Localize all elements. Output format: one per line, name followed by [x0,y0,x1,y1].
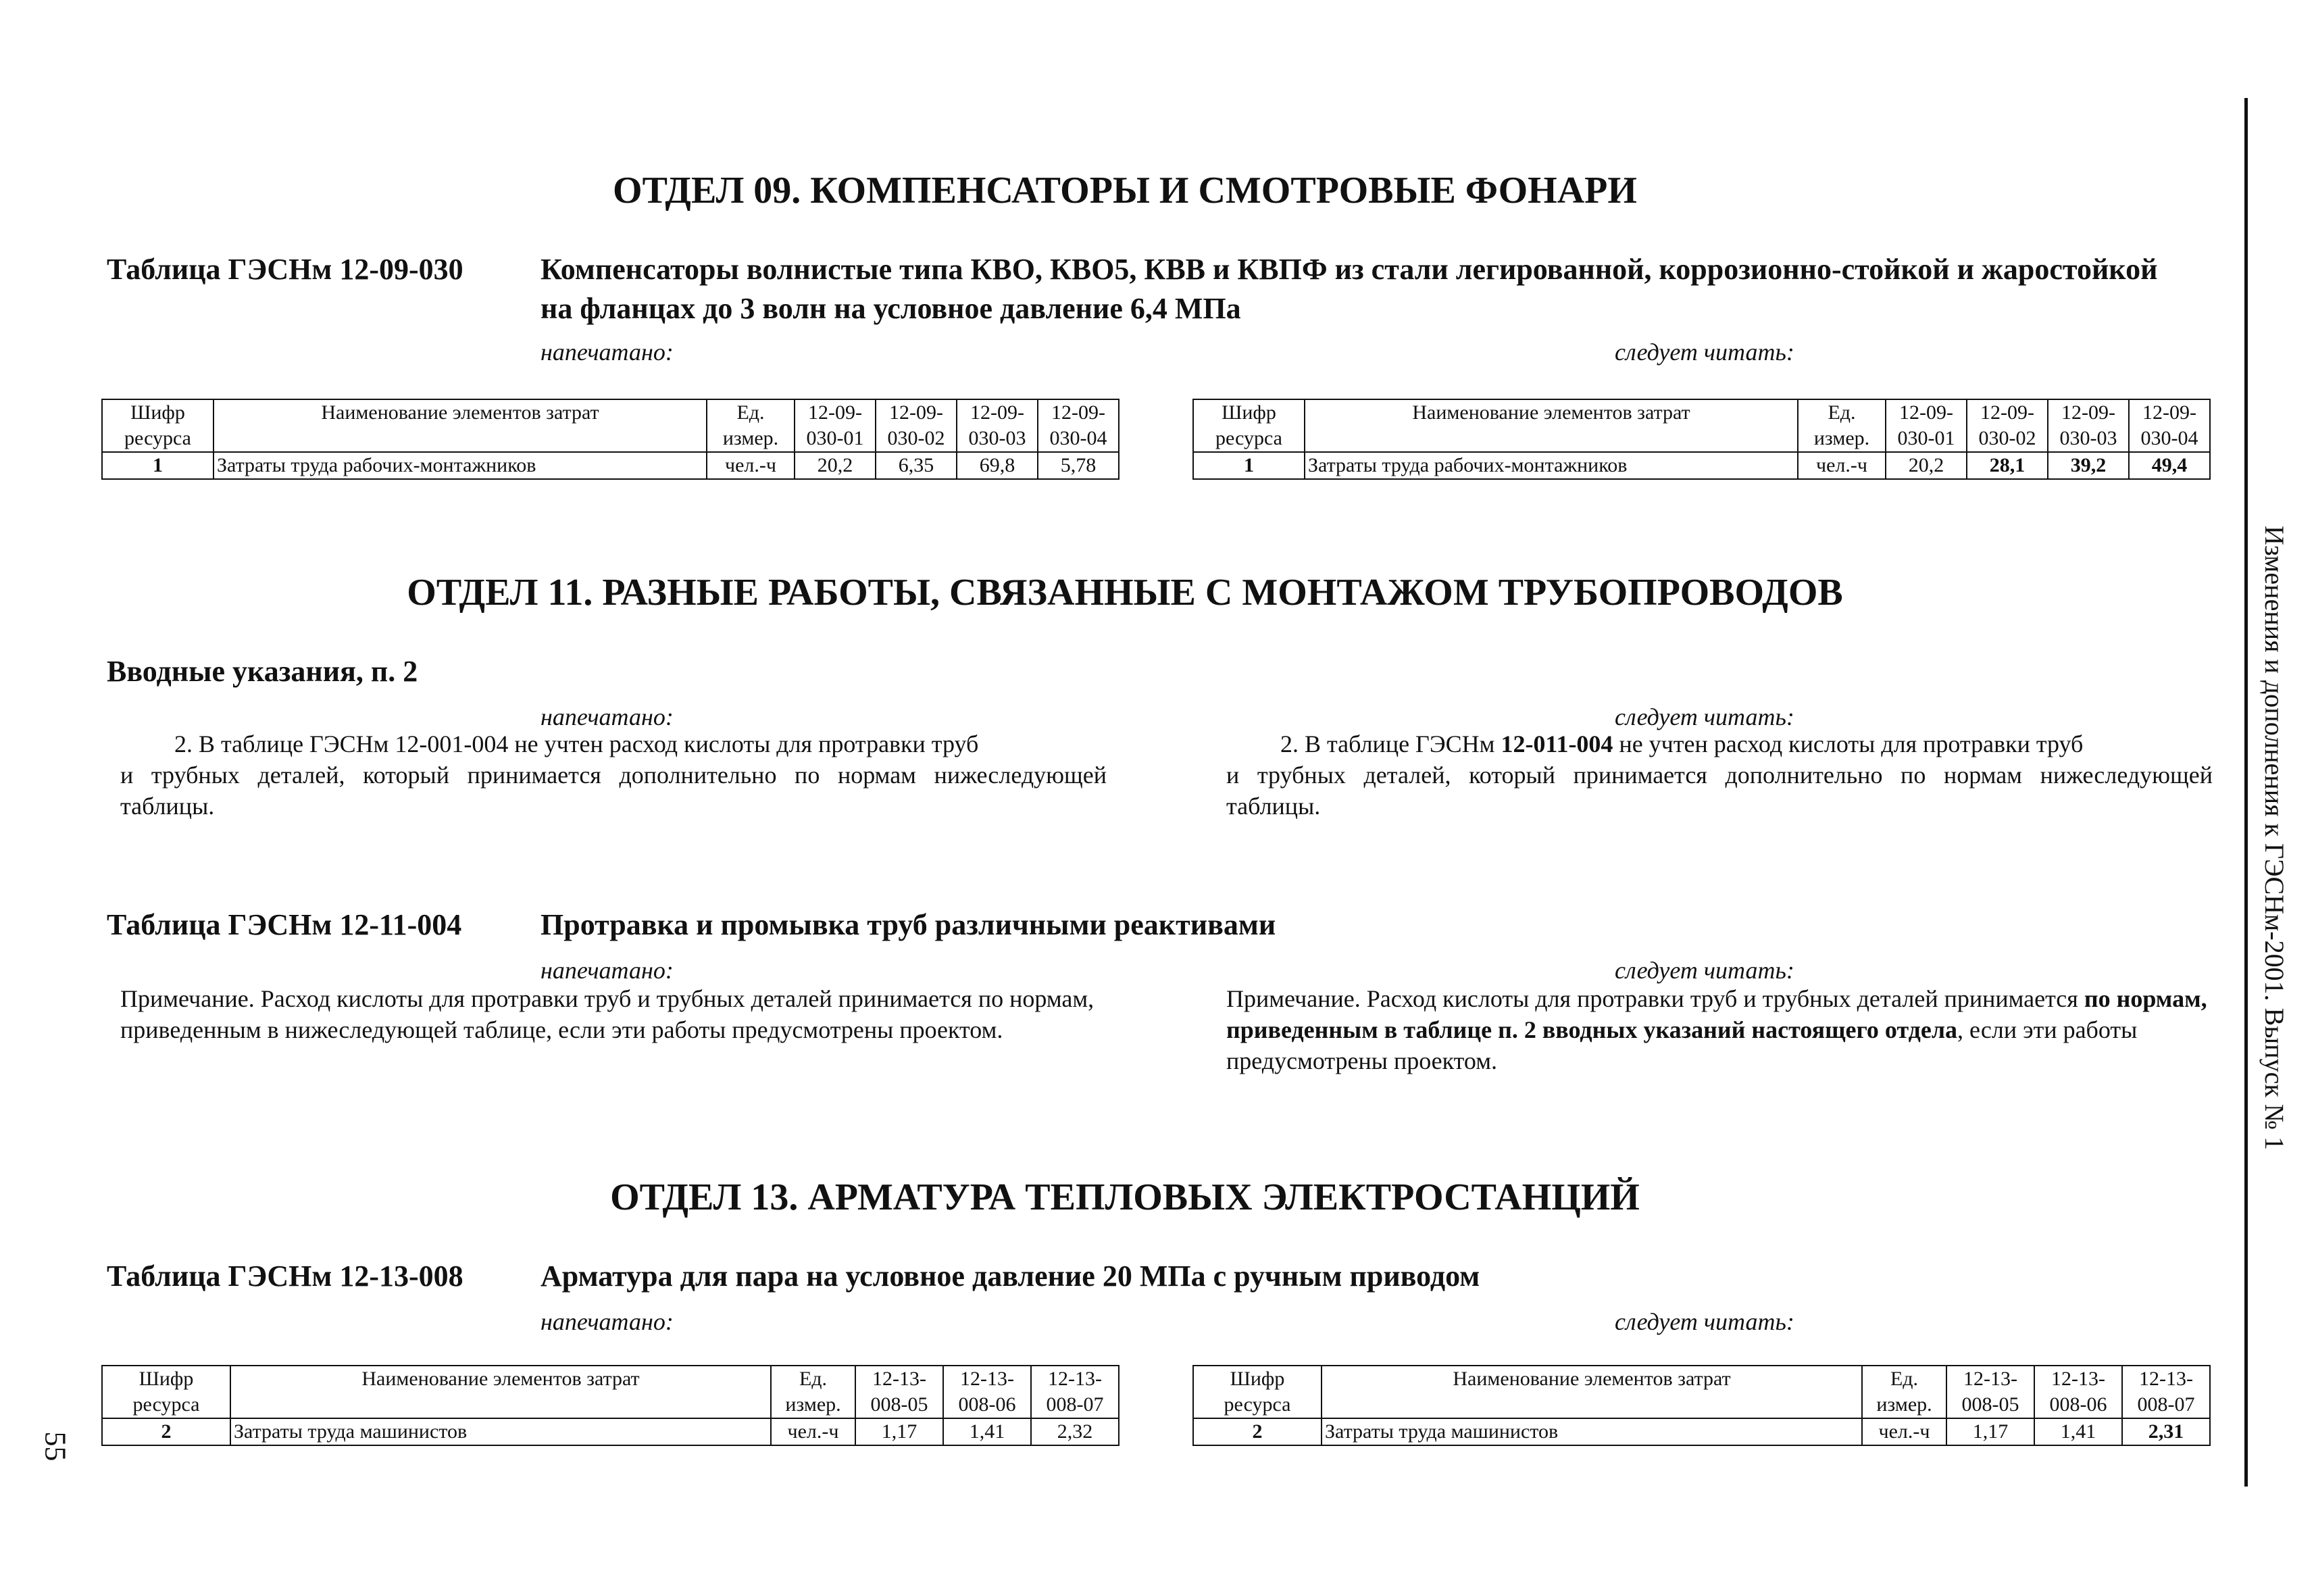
cell-unit: чел.-ч [707,452,795,479]
cell-unit: чел.-ч [1798,452,1886,479]
cell-name: Затраты труда рабочих-монтажников [213,452,707,479]
cell-code: 2 [1193,1418,1322,1445]
table-12-13-008-title: Арматура для пара на условное давление 20 МПа с ручным приводом [540,1260,1480,1293]
header-code: ресурса [102,426,213,452]
header-col: 12-13- [1946,1366,2034,1392]
should-read-label: следует читать: [1615,1308,1794,1335]
cell-value: 1,41 [943,1418,1031,1445]
header-col: 12-09- [795,399,876,426]
header-col: 12-13- [2034,1366,2122,1392]
cell-value-corrected: 49,4 [2129,452,2210,479]
cell-code: 1 [102,452,213,479]
cell-code: 1 [1193,452,1305,479]
table-header-row [1193,426,2210,452]
running-title: Изменения и дополнения к ГЭСНм-2001. Выпуск № 1 [2259,525,2290,1150]
table-13-printed [101,1365,1120,1446]
header-col: 12-13- [1031,1366,1119,1392]
table-header-row [102,399,1119,426]
table-header-row [102,1392,1119,1418]
cell-unit: чел.-ч [1862,1418,1946,1445]
header-unit: измер. [771,1392,855,1418]
table-header-row [102,1366,1119,1392]
cell-value: 5,78 [1038,452,1119,479]
header-col: 030-03 [2048,426,2129,452]
header-name-blank [213,426,707,452]
header-code: Шифр [102,399,213,426]
printed-label: напечатано: [540,339,674,366]
table-09-printed [101,399,1120,480]
header-col: 12-09- [1038,399,1119,426]
header-col: 030-02 [876,426,957,452]
table-13-correct [1192,1365,2211,1446]
cell-name: Затраты труда рабочих-монтажников [1305,452,1798,479]
header-unit: Ед. [1798,399,1886,426]
header-col: 12-13- [2122,1366,2210,1392]
header-unit: измер. [1862,1392,1946,1418]
header-code: Шифр [1193,399,1305,426]
header-col: 030-04 [1038,426,1119,452]
table-row [102,452,1119,479]
cell-value: 20,2 [795,452,876,479]
header-col: 030-03 [957,426,1038,452]
header-code: Шифр [1193,1366,1322,1392]
table-row [1193,452,2210,479]
table-12-11-004-label: Таблица ГЭСНм 12-11-004 [107,908,462,941]
intro-printed-line: 2. В таблице ГЭСНм 12-001-004 не учтен расход кислоты для протравки труб [174,730,979,757]
header-col: 12-13- [943,1366,1031,1392]
cell-value: 1,17 [855,1418,943,1445]
header-code: Шифр [102,1366,230,1392]
intro-correct-part: 2. В таблице ГЭСНм [1280,730,1501,757]
intro-printed-text [120,728,1107,822]
section-11-heading: ОТДЕЛ 11. РАЗНЫЕ РАБОТЫ, СВЯЗАННЫЕ С МОНТАЖОМ ТРУБОПРОВОДОВ [407,572,1843,614]
table-row [1193,1418,2210,1445]
printed-label: напечатано: [540,703,674,730]
header-name: Наименование элементов затрат [1322,1366,1862,1392]
cell-value: 1,41 [2034,1418,2122,1445]
cell-value: 1,17 [1946,1418,2034,1445]
table-row [102,1418,1119,1445]
table-header-row [1193,1392,2210,1418]
side-rule [2244,98,2248,1487]
header-name-blank [1322,1392,1862,1418]
header-unit: Ед. [1862,1366,1946,1392]
intro-correct-line: и трубных деталей, который принимается дополнительно по нормам нижеследующей таблицы. [1226,762,2213,820]
header-code: ресурса [102,1392,230,1418]
page-number: 55 [39,1431,72,1462]
cell-name: Затраты труда машинистов [230,1418,771,1445]
cell-value: 69,8 [957,452,1038,479]
header-col: 030-01 [795,426,876,452]
should-read-label: следует читать: [1615,957,1794,984]
header-col: 12-09- [2048,399,2129,426]
header-name: Наименование элементов затрат [213,399,707,426]
table-header-row [102,426,1119,452]
printed-label: напечатано: [540,1308,674,1335]
table-12-09-030-title: Компенсаторы волнистые типа КВО, КВО5, КВВ и КВПФ из стали легированной, коррозионно-стойкой и жаростойкой на фланцах до 3 волн на условное давление 6,4 МПа [540,253,2158,325]
note-printed-text: Примечание. Расход кислоты для протравки труб и трубных деталей принимается по нормам, приведенным в нижеследующей таблице, если эти работы предусмотрены проектом. [120,985,1095,1043]
cell-value-corrected: 28,1 [1967,452,2048,479]
header-name: Наименование элементов затрат [230,1366,771,1392]
header-name-blank [1305,426,1798,452]
cell-unit: чел.-ч [771,1418,855,1445]
header-code: ресурса [1193,1392,1322,1418]
header-unit: Ед. [771,1366,855,1392]
header-col: 12-09- [876,399,957,426]
table-12-13-008-label: Таблица ГЭСНм 12-13-008 [107,1260,463,1293]
cell-name: Затраты труда машинистов [1322,1418,1862,1445]
cell-value-corrected: 39,2 [2048,452,2129,479]
header-unit: измер. [1798,426,1886,452]
note-correct-part: Примечание. Расход кислоты для протравки труб и трубных деталей принимается [1226,985,2078,1012]
header-col: 008-07 [1031,1392,1119,1418]
intro-correct-text [1226,728,2213,822]
header-unit: измер. [707,426,795,452]
header-col: 008-07 [2122,1392,2210,1418]
table-header-row [1193,399,2210,426]
cell-value: 20,2 [1886,452,1967,479]
table-12-11-004-title: Протравка и промывка труб различными реактивами [540,908,1276,941]
table-12-09-030-label: Таблица ГЭСНм 12-09-030 [107,253,463,286]
intro-correct-line [1226,728,2213,759]
cell-code: 2 [102,1418,230,1445]
intro-correct-part: не учтен расход кислоты для протравки труб [1613,730,2084,757]
should-read-label: следует читать: [1615,339,1794,366]
header-col: 12-09- [2129,399,2210,426]
intro-correct-bold: 12-011-004 [1501,730,1613,757]
header-code: ресурса [1193,426,1305,452]
header-col: 030-01 [1886,426,1967,452]
header-col: 12-09- [1967,399,2048,426]
header-col: 008-06 [2034,1392,2122,1418]
header-col: 008-05 [1946,1392,2034,1418]
note-correct-text [1226,983,2213,1076]
header-col: 008-05 [855,1392,943,1418]
printed-label: напечатано: [540,957,674,984]
header-unit: Ед. [707,399,795,426]
table-09-correct [1192,399,2211,480]
intro-label: Вводные указания, п. 2 [107,655,418,688]
header-col: 030-02 [1967,426,2048,452]
table-header-row [1193,1366,2210,1392]
header-name-blank [230,1392,771,1418]
note-correct-part: , если эти работы предусмотрены проектом. [1226,1016,2138,1074]
header-col: 008-06 [943,1392,1031,1418]
cell-value-corrected: 2,31 [2122,1418,2210,1445]
cell-value: 6,35 [876,452,957,479]
cell-value: 2,32 [1031,1418,1119,1445]
header-col: 12-09- [1886,399,1967,426]
header-col: 12-09- [957,399,1038,426]
note-correct-bold: по нормам, приведенным в таблице п. 2 вводных указаний настоящего отдела [1226,985,2207,1043]
should-read-label: следует читать: [1615,703,1794,730]
header-col: 12-13- [855,1366,943,1392]
header-col: 030-04 [2129,426,2210,452]
intro-printed-line: и трубных деталей, который принимается дополнительно по нормам нижеследующей таблицы. [120,762,1107,820]
section-13-heading: ОТДЕЛ 13. АРМАТУРА ТЕПЛОВЫХ ЭЛЕКТРОСТАНЦИЙ [610,1176,1640,1218]
section-09-heading: ОТДЕЛ 09. КОМПЕНСАТОРЫ И СМОТРОВЫЕ ФОНАРИ [613,170,1637,211]
header-name: Наименование элементов затрат [1305,399,1798,426]
